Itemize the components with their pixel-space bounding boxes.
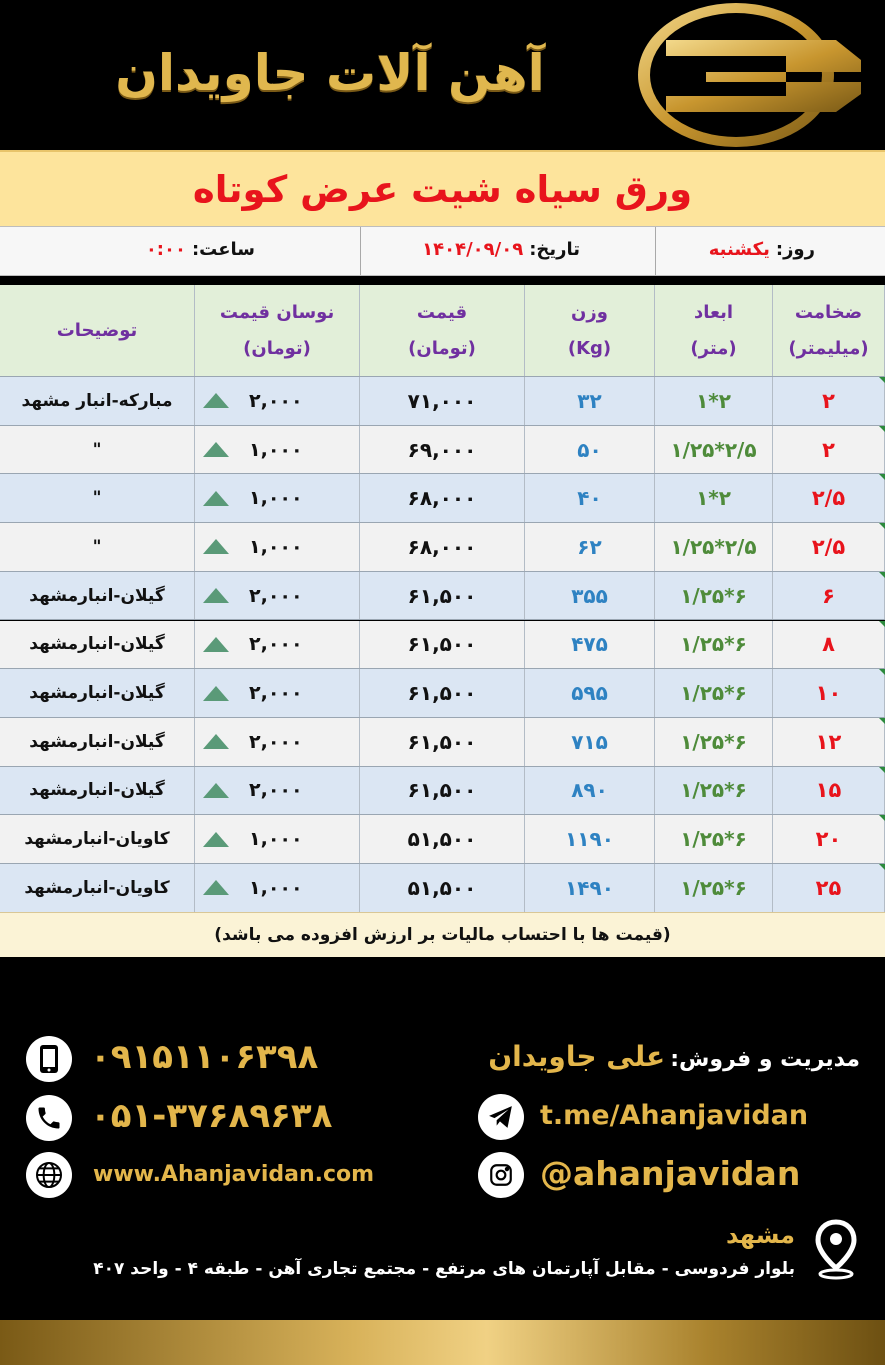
cell-thickness: ۲۰ <box>773 815 885 863</box>
sales-contact <box>470 1032 860 1082</box>
cell-corner-marker <box>879 767 885 773</box>
cell-dimensions: ۱/۲۵*۶ <box>655 767 773 815</box>
cell-weight: ۶۲ <box>525 523 655 571</box>
cell-price: ۶۱,۵۰۰ <box>360 767 525 815</box>
cell-dimensions: ۱/۲۵*۶ <box>655 718 773 766</box>
table-row <box>0 767 885 816</box>
cell-price: ۶۱,۵۰۰ <box>360 669 525 717</box>
cell-price: ۶۱,۵۰۰ <box>360 572 525 620</box>
header <box>0 0 885 150</box>
header-weight: وزن (Kg) <box>525 285 655 376</box>
cell-weight: ۵۹۵ <box>525 669 655 717</box>
cell-thickness: ۲/۵ <box>773 474 885 522</box>
telegram-icon <box>478 1094 524 1140</box>
cell-description: گیلان-انبارمشهد <box>0 669 195 717</box>
price-up-arrow-icon <box>203 442 229 457</box>
cell-thickness: ۱۲ <box>773 718 885 766</box>
cell-description: گیلان-انبارمشهد <box>0 572 195 620</box>
note-band <box>0 912 885 957</box>
cell-description: " <box>0 426 195 474</box>
cell-weight: ۷۱۵ <box>525 718 655 766</box>
header-dimensions: ابعاد (متر) <box>655 285 773 376</box>
time-label: ساعت: <box>191 239 255 260</box>
time-info <box>146 227 255 275</box>
table-row <box>0 523 885 572</box>
cell-corner-marker <box>879 669 885 675</box>
city-name: مشهد <box>726 1221 795 1249</box>
cell-change: ۱,۰۰۰ <box>195 474 360 522</box>
date-info <box>422 227 580 275</box>
cell-change: ۱,۰۰۰ <box>195 864 360 912</box>
cell-corner-marker <box>879 621 885 627</box>
cell-weight: ۵۰ <box>525 426 655 474</box>
cell-thickness: ۲/۵ <box>773 523 885 571</box>
cell-weight: ۳۵۵ <box>525 572 655 620</box>
table-row <box>0 864 885 913</box>
cell-description: کاویان-انبارمشهد <box>0 864 195 912</box>
page-title: ورق سیاه شیت عرض کوتاه <box>192 168 693 211</box>
footer <box>0 960 885 1365</box>
header-description: توضیحات <box>0 285 195 376</box>
day-label: روز: <box>775 239 815 260</box>
cell-weight: ۱۴۹۰ <box>525 864 655 912</box>
cell-dimensions: ۱/۲۵*۲/۵ <box>655 426 773 474</box>
instagram-icon <box>478 1152 524 1198</box>
cell-description: مبارکه-انبار مشهد <box>0 377 195 425</box>
table-row <box>0 377 885 426</box>
day-info <box>709 227 815 275</box>
cell-description: گیلان-انبارمشهد <box>0 718 195 766</box>
cell-change: ۲,۰۰۰ <box>195 718 360 766</box>
brand-name: آهن آلات جاویدان <box>115 44 545 102</box>
cell-change: ۲,۰۰۰ <box>195 621 360 669</box>
address: بلوار فردوسی - مقابل آپارتمان های مرتفع - مجتمع تجاری آهن - طبقه ۴ - واحد ۴۰۷ <box>93 1259 795 1279</box>
cell-corner-marker <box>879 864 885 870</box>
date-label: تاریخ: <box>529 239 580 260</box>
header-change: نوسان قیمت (تومان) <box>195 285 360 376</box>
cell-description: کاویان-انبارمشهد <box>0 815 195 863</box>
telegram-link[interactable]: t.me/Ahanjavidan <box>540 1100 809 1131</box>
table-row <box>0 815 885 864</box>
cell-dimensions: ۱*۲ <box>655 474 773 522</box>
price-up-arrow-icon <box>203 686 229 701</box>
instagram-handle[interactable]: @ahanjavidan <box>540 1154 801 1193</box>
cell-thickness: ۱۰ <box>773 669 885 717</box>
table-row <box>0 572 885 621</box>
price-up-arrow-icon <box>203 880 229 895</box>
website-link[interactable]: www.Ahanjavidan.com <box>93 1162 375 1187</box>
cell-corner-marker <box>879 815 885 821</box>
table-header-row <box>0 285 885 377</box>
cell-dimensions: ۱/۲۵*۶ <box>655 621 773 669</box>
cell-thickness: ۸ <box>773 621 885 669</box>
cell-change: ۲,۰۰۰ <box>195 767 360 815</box>
cell-thickness: ۱۵ <box>773 767 885 815</box>
mobile-phone-icon <box>26 1036 72 1082</box>
globe-icon <box>26 1152 72 1198</box>
cell-change: ۱,۰۰۰ <box>195 523 360 571</box>
cell-price: ۵۱,۵۰۰ <box>360 864 525 912</box>
price-up-arrow-icon <box>203 491 229 506</box>
bottom-gold-bar <box>0 1320 885 1365</box>
cell-corner-marker <box>879 523 885 529</box>
table-row <box>0 474 885 523</box>
cell-corner-marker <box>879 572 885 578</box>
cell-corner-marker <box>879 718 885 724</box>
sales-label: مدیریت و فروش: <box>670 1047 860 1072</box>
cell-dimensions: ۱/۲۵*۶ <box>655 864 773 912</box>
javidan-gold-logo-icon <box>636 0 871 150</box>
mobile-number[interactable]: ۰۹۱۵۱۱۰۶۳۹۸ <box>90 1037 319 1077</box>
cell-price: ۶۸,۰۰۰ <box>360 474 525 522</box>
cell-description: گیلان-انبارمشهد <box>0 767 195 815</box>
cell-change: ۲,۰۰۰ <box>195 572 360 620</box>
cell-weight: ۸۹۰ <box>525 767 655 815</box>
cell-weight: ۳۲ <box>525 377 655 425</box>
cell-thickness: ۲ <box>773 426 885 474</box>
sales-name: علی جاویدان <box>488 1040 666 1073</box>
cell-change: ۲,۰۰۰ <box>195 377 360 425</box>
table-row <box>0 669 885 718</box>
cell-dimensions: ۱/۲۵*۶ <box>655 572 773 620</box>
table-row <box>0 426 885 475</box>
phone-number[interactable]: ۰۵۱-۳۷۶۸۹۶۳۸ <box>90 1096 333 1136</box>
cell-price: ۶۱,۵۰۰ <box>360 718 525 766</box>
cell-thickness: ۶ <box>773 572 885 620</box>
title-band <box>0 150 885 228</box>
cell-dimensions: ۱*۲ <box>655 377 773 425</box>
cell-description: گیلان-انبارمشهد <box>0 621 195 669</box>
vat-note: (قیمت ها با احتساب مالیات بر ارزش افزوده می باشد) <box>214 925 671 945</box>
cell-dimensions: ۱/۲۵*۶ <box>655 669 773 717</box>
day-value: یکشنبه <box>708 239 770 260</box>
table-row <box>0 718 885 767</box>
price-up-arrow-icon <box>203 393 229 408</box>
cell-corner-marker <box>879 426 885 432</box>
price-up-arrow-icon <box>203 637 229 652</box>
cell-dimensions: ۱/۲۵*۲/۵ <box>655 523 773 571</box>
price-up-arrow-icon <box>203 832 229 847</box>
time-value: ۰:۰۰ <box>145 239 186 260</box>
cell-description: " <box>0 523 195 571</box>
cell-change: ۲,۰۰۰ <box>195 669 360 717</box>
cell-price: ۶۹,۰۰۰ <box>360 426 525 474</box>
price-up-arrow-icon <box>203 783 229 798</box>
cell-weight: ۱۱۹۰ <box>525 815 655 863</box>
price-up-arrow-icon <box>203 539 229 554</box>
table-row <box>0 621 885 670</box>
cell-change: ۱,۰۰۰ <box>195 815 360 863</box>
cell-price: ۶۸,۰۰۰ <box>360 523 525 571</box>
cell-thickness: ۲۵ <box>773 864 885 912</box>
phone-icon <box>26 1095 72 1141</box>
cell-dimensions: ۱/۲۵*۶ <box>655 815 773 863</box>
location-pin-icon <box>812 1218 860 1280</box>
cell-weight: ۴۰ <box>525 474 655 522</box>
header-thickness: ضخامت (میلیمتر) <box>773 285 885 376</box>
cell-corner-marker <box>879 377 885 383</box>
cell-corner-marker <box>879 474 885 480</box>
info-row <box>0 226 885 276</box>
date-value: ۱۴۰۴/۰۹/۰۹ <box>422 239 524 260</box>
header-price: قیمت (تومان) <box>360 285 525 376</box>
cell-price: ۵۱,۵۰۰ <box>360 815 525 863</box>
cell-thickness: ۲ <box>773 377 885 425</box>
cell-price: ۶۱,۵۰۰ <box>360 621 525 669</box>
price-up-arrow-icon <box>203 734 229 749</box>
cell-description: " <box>0 474 195 522</box>
cell-change: ۱,۰۰۰ <box>195 426 360 474</box>
cell-price: ۷۱,۰۰۰ <box>360 377 525 425</box>
price-up-arrow-icon <box>203 588 229 603</box>
cell-weight: ۴۷۵ <box>525 621 655 669</box>
